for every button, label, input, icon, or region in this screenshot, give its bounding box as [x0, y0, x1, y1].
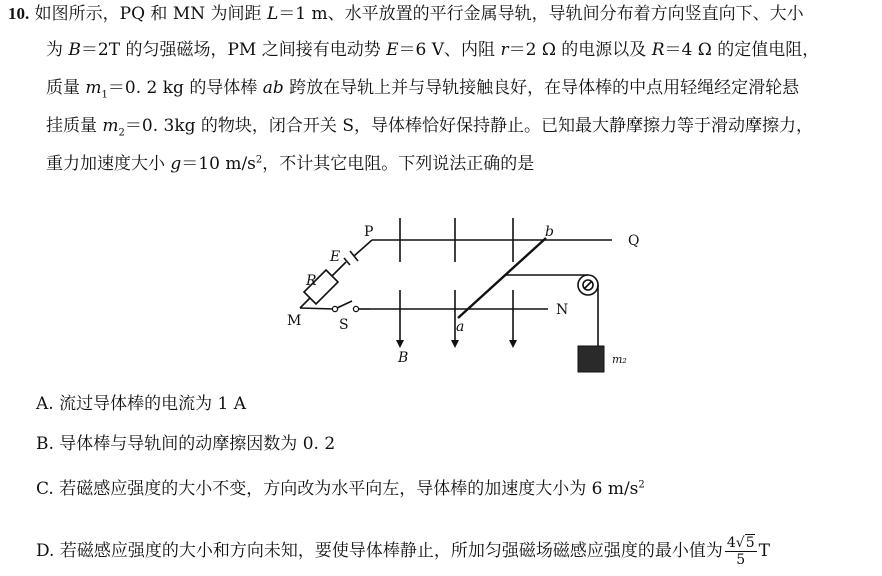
subscript: 1	[101, 89, 108, 101]
wire-P-battery	[354, 240, 372, 256]
wire-battery-resistor	[332, 262, 346, 276]
text: ＝4 Ω 的定值电阻，	[664, 40, 820, 60]
label-M: M	[287, 313, 302, 329]
question-line-4	[46, 114, 813, 138]
label-S: S	[339, 317, 349, 333]
text: 为	[46, 40, 69, 60]
text: ＝2T 的匀强磁场，PM 之间接有电动势	[80, 40, 387, 60]
text: ＝0. 3kg 的物块，闭合开关 S，导体棒恰好保持静止。已知最大静摩擦力等于滑动摩擦力，	[124, 116, 813, 136]
label-R: R	[306, 273, 317, 289]
pulley	[578, 275, 598, 295]
var-m: m	[102, 116, 119, 136]
question-line-2	[46, 38, 819, 62]
superscript: 2	[255, 154, 263, 166]
unit: T	[758, 541, 770, 561]
option-B: B. 导体棒与导轨间的动摩擦因数为 0. 2	[36, 434, 336, 454]
arrow-head	[451, 340, 459, 348]
conductor-rod-ab	[458, 238, 546, 318]
pulley-axle-mark	[584, 281, 592, 289]
label-N: N	[556, 302, 569, 318]
label-Q: Q	[628, 233, 640, 249]
option-D-text: D. 若磁感应强度的大小和方向未知，要使导体棒静止，所加匀强磁场磁感应强度的最小值为	[36, 541, 723, 561]
switch-contact	[332, 306, 337, 311]
battery-long-plate	[350, 251, 358, 261]
text: ＝1 m、水平放置的平行金属导轨，导轨间分布着方向竖直向下、大小	[278, 4, 804, 24]
label-a: a	[456, 319, 465, 335]
var-E: E	[386, 40, 399, 60]
text: ＝2 Ω 的电源以及	[508, 40, 652, 60]
question-line-1	[8, 2, 804, 26]
text: ＝0. 2 kg 的导体棒	[107, 78, 263, 98]
fraction-coefficient: 4	[726, 535, 736, 551]
superscript: 2	[638, 479, 645, 491]
resistor-body	[304, 270, 338, 304]
subscript: 2	[118, 127, 125, 139]
question-line-3	[46, 76, 799, 100]
label-b: b	[545, 224, 554, 240]
arrow-head	[396, 340, 404, 348]
var-B: B	[68, 40, 81, 60]
label-B: B	[398, 350, 409, 366]
var-R: R	[651, 40, 665, 60]
text: ＝6 V、内阻	[398, 40, 501, 60]
switch-arm	[337, 301, 352, 308]
var-L: L	[266, 4, 279, 24]
var-r: r	[500, 40, 509, 60]
text: 挂质量	[46, 116, 103, 136]
fraction-denominator: 5	[736, 552, 746, 568]
option-D	[36, 535, 770, 568]
var-m: m	[85, 78, 102, 98]
text: 如图所示，PQ 和 MN 为间距	[34, 4, 267, 24]
fraction-radicand: 5	[745, 535, 755, 551]
label-P: P	[364, 224, 374, 240]
option-A: A. 流过导体棒的电流为 1 A	[36, 394, 246, 414]
text: 重力加速度大小	[46, 154, 171, 174]
text: ，不计其它电阻。下列说法正确的是	[262, 154, 535, 174]
option-C-text: C. 若磁感应强度的大小不变，方向改为水平向左，导体棒的加速度大小为 6 m/s	[36, 479, 639, 499]
text: ＝10 m/s	[181, 154, 256, 174]
block-m2	[578, 346, 604, 372]
wire-resistor-M	[300, 298, 310, 308]
label-E: E	[330, 249, 341, 265]
battery-short-plate	[344, 258, 350, 265]
var-ab: ab	[262, 78, 284, 98]
text: 质量	[46, 78, 86, 98]
text: 跨放在导轨上并与导轨接触良好，在导体棒的中点用轻绳经定滑轮悬	[283, 78, 800, 98]
pulley-axle	[583, 280, 593, 290]
option-C	[36, 477, 645, 501]
wire-M-switch	[300, 308, 334, 309]
fraction: $\frac{4√5}{5}$	[726, 535, 755, 568]
label-m2: m₂	[612, 353, 627, 366]
question-number: 10.	[8, 4, 30, 23]
var-g: g	[170, 154, 182, 174]
question-line-5	[46, 152, 534, 176]
arrow-head	[509, 340, 517, 348]
switch-contact	[353, 306, 358, 311]
